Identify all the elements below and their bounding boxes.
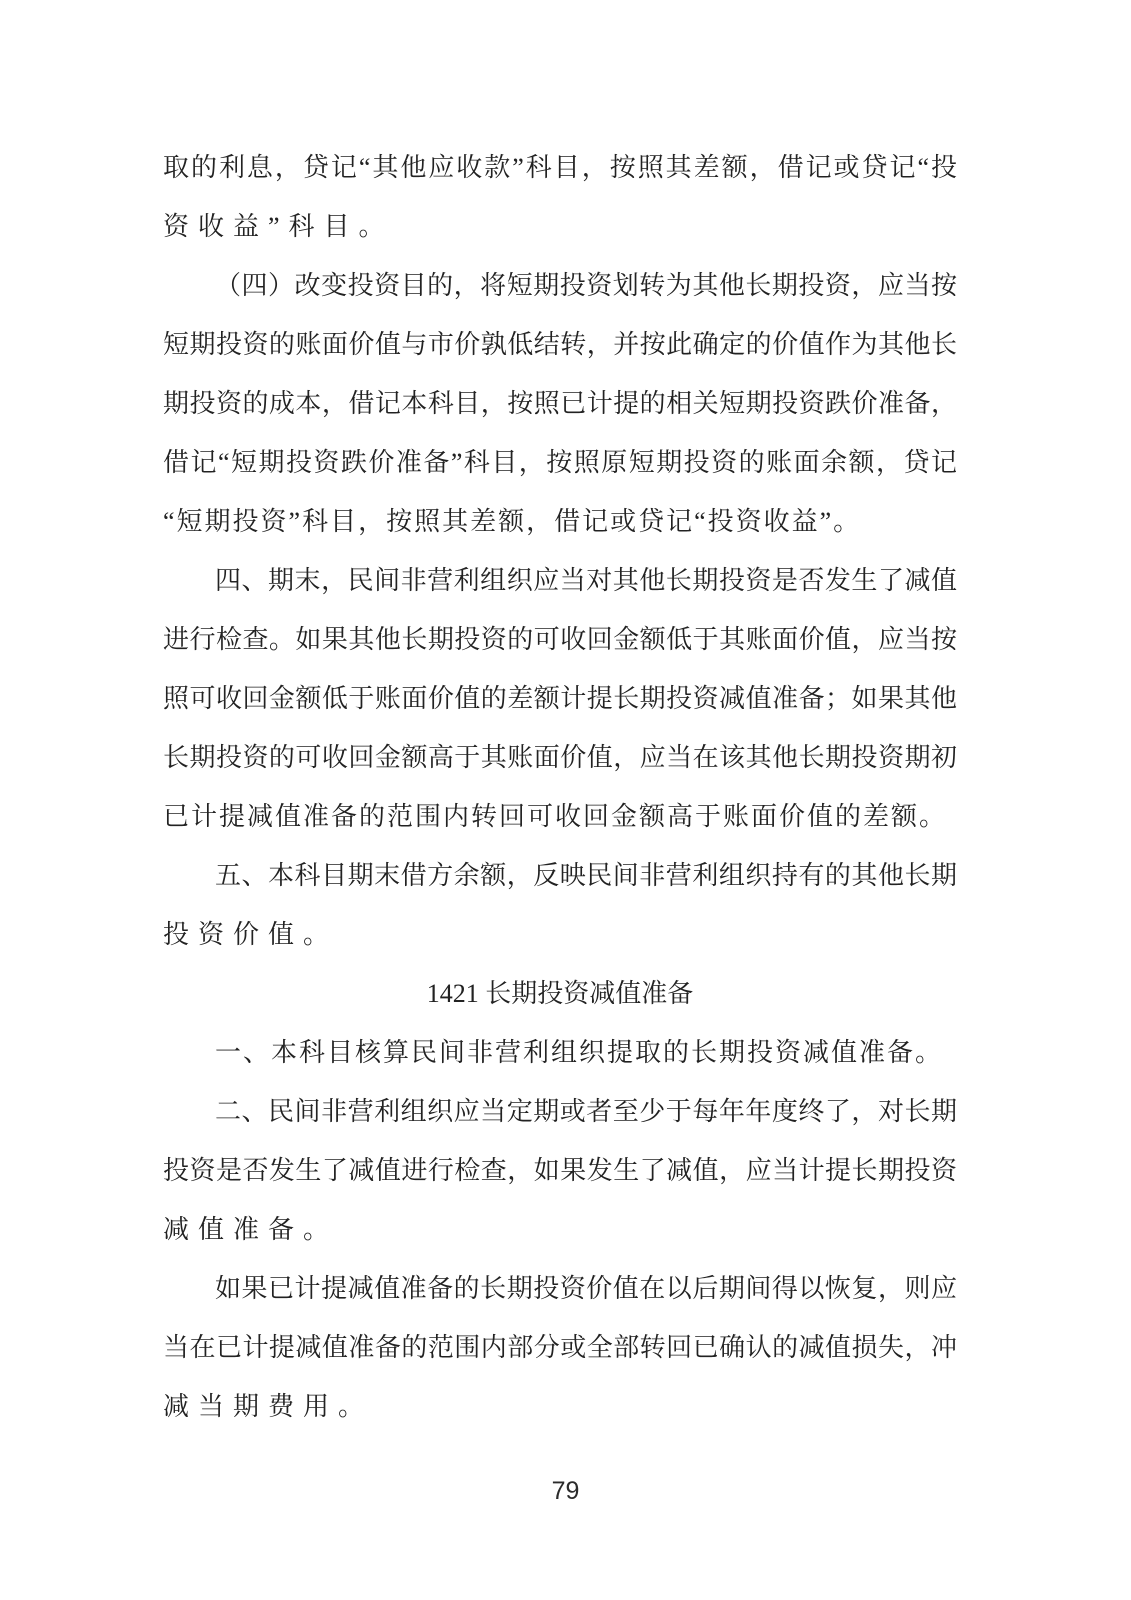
- text-line: 长期投资的可收回金额高于其账面价值，应当在该其他长期投资期初: [163, 743, 957, 772]
- text-line: 借记“短期投资跌价准备”科目，按照原短期投资的账面余额，贷记: [163, 448, 957, 477]
- text-line: 进行检查。如果其他长期投资的可收回金额低于其账面价值，应当按: [163, 625, 957, 654]
- paragraph: [163, 846, 957, 964]
- paragraph: [163, 551, 957, 846]
- text-line: 已计提减值准备的范围内转回可收回金额高于账面价值的差额。: [163, 802, 948, 831]
- text-line: 四、期末，民间非营利组织应当对其他长期投资是否发生了减值: [215, 566, 957, 595]
- paragraph: [163, 1259, 957, 1436]
- paragraph: [163, 1023, 957, 1082]
- paragraph: [163, 1082, 957, 1259]
- text-line: 照可收回金额低于账面价值的差额计提长期投资减值准备；如果其他: [163, 684, 957, 713]
- text-line: 短期投资的账面价值与市价孰低结转，并按此确定的价值作为其他长: [163, 330, 957, 359]
- text-line: “短期投资”科目，按照其差额，借记或贷记“投资收益”。: [163, 507, 862, 536]
- paragraph: [163, 138, 957, 256]
- text-line: 当在已计提减值准备的范围内部分或全部转回已确认的减值损失，冲: [163, 1333, 957, 1362]
- section-heading: 1421 长期投资减值准备: [426, 979, 694, 1008]
- text-line: 期投资的成本，借记本科目，按照已计提的相关短期投资跌价准备，: [163, 389, 957, 418]
- document-body: [163, 138, 957, 1436]
- text-line: 资收益”科目。: [163, 212, 394, 241]
- text-line: 一、本科目核算民间非营利组织提取的长期投资减值准备。: [215, 1038, 944, 1067]
- text-line: 五、本科目期末借方余额，反映民间非营利组织持有的其他长期: [215, 861, 957, 890]
- text-line: 二、民间非营利组织应当定期或者至少于每年年度终了，对长期: [215, 1097, 957, 1126]
- page-number: 79: [551, 1477, 580, 1505]
- text-line: 投资价值。: [163, 920, 339, 949]
- text-line: 投资是否发生了减值进行检查，如果发生了减值，应当计提长期投资: [163, 1156, 957, 1185]
- text-line: 取的利息，贷记“其他应收款”科目，按照其差额，借记或贷记“投: [163, 153, 957, 182]
- text-line: 减值准备。: [163, 1215, 339, 1244]
- text-line: 减当期费用。: [163, 1392, 374, 1421]
- text-line: （四）改变投资目的，将短期投资划转为其他长期投资，应当按: [215, 271, 957, 300]
- paragraph: [163, 256, 957, 551]
- text-line: 如果已计提减值准备的长期投资价值在以后期间得以恢复，则应: [215, 1274, 957, 1303]
